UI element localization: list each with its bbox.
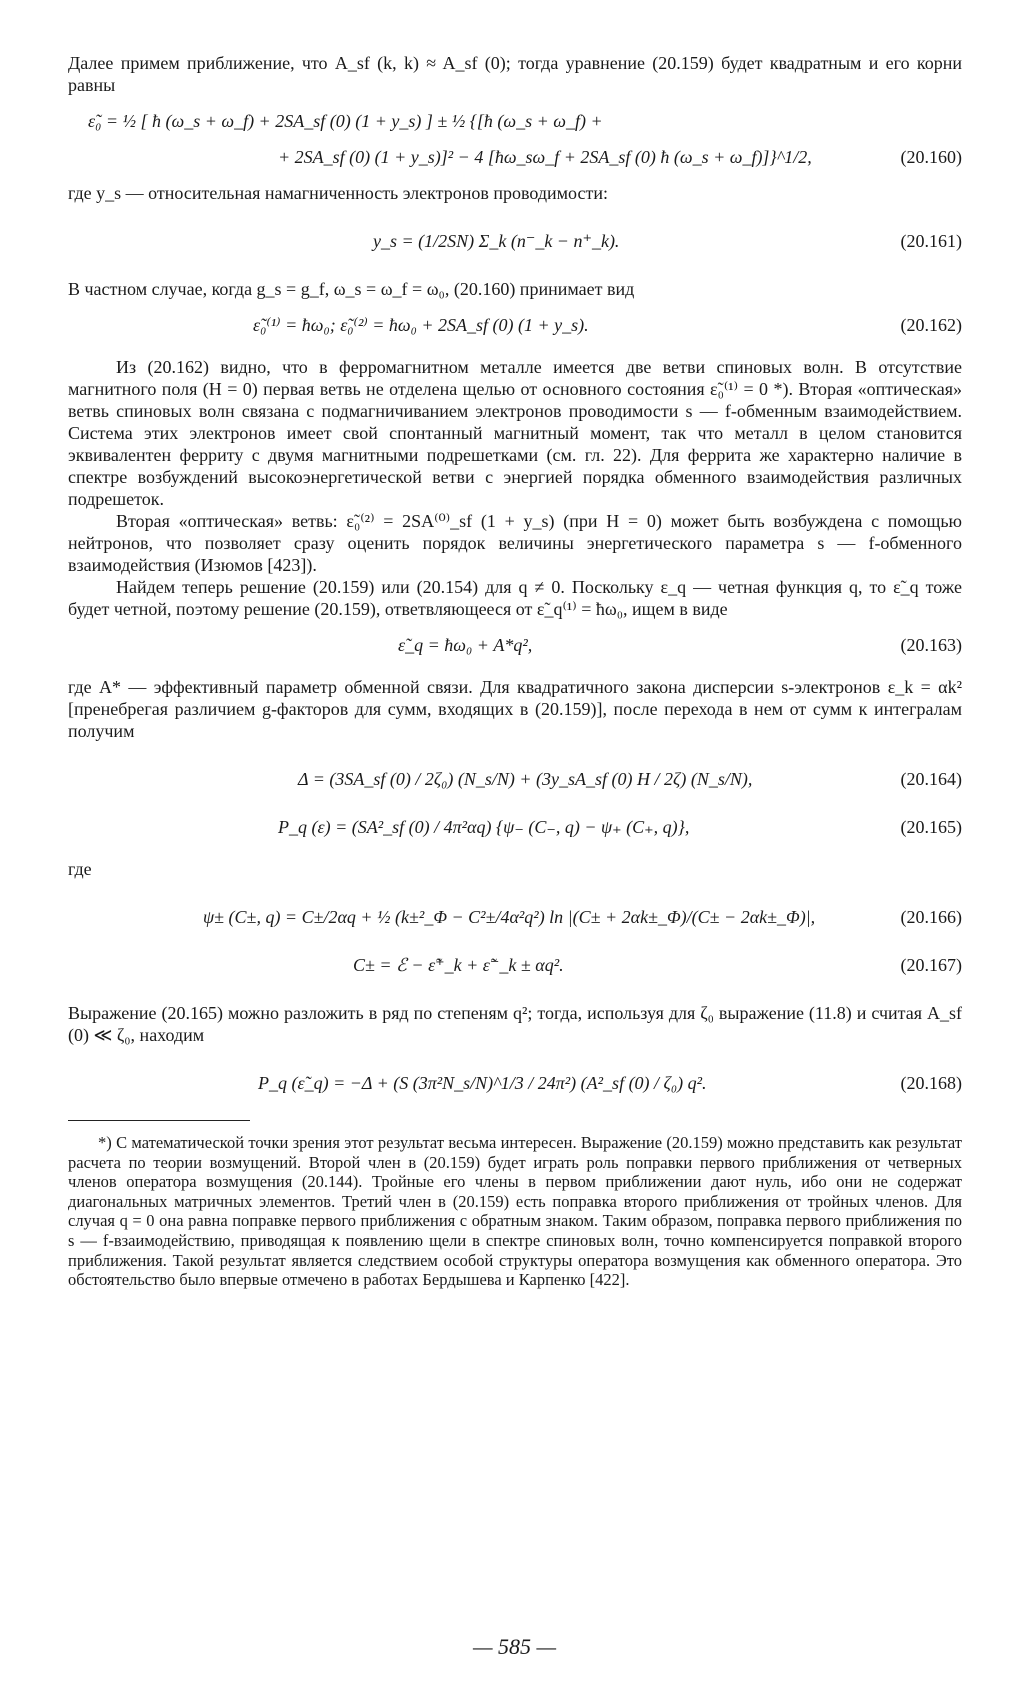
equation-number: (20.166) xyxy=(900,907,962,927)
equation-number: (20.160) xyxy=(900,147,962,167)
equation-20-168: P_q (ε̃_q) = −Δ + (S (3π²N_s/N)^1/3 / 24π²) (A²_sf (0) / ζ₀) q². (20.168) xyxy=(258,1073,962,1093)
equation-20-166: ψ± (C±, q) = C±/2αq + ½ (k±²_Φ − C²±/4α²q²) ln |(C± + 2αk±_Φ)/(C± − 2αk±_Φ)|, (20.166) xyxy=(203,907,962,927)
equation-number: (20.165) xyxy=(900,817,962,837)
equation-20-164: Δ = (3SA_sf (0) / 2ζ₀) (N_s/N) + (3y_sA_sf (0) H / 2ζ) (N_s/N), (20.164) xyxy=(298,769,962,789)
page-body xyxy=(68,52,962,1290)
equation-number: (20.161) xyxy=(900,231,962,251)
equation-20-163: ε̃_q = ħω₀ + A*q², (20.163) xyxy=(398,635,962,655)
paragraph-effective-parameter: где A* — эффективный параметр обменной связи. Для квадратичного закона дисперсии s-электронов ε_k = αk² [пренебрегая различием g-факторов для сумм, входящих в (20.159)], после перехода в нем от сумм к интегралам получим xyxy=(68,677,962,741)
paragraph-ys-definition: где y_s — относительная намагниченность электронов проводимости: xyxy=(68,183,608,203)
equation-20-160-line2: + 2SA_sf (0) (1 + y_s)]² − 4 [ħω_sω_f + 2SA_sf (0) ħ (ω_s + ω_f)]}^1/2, (20.160) xyxy=(278,147,962,167)
word-where: где xyxy=(68,859,92,879)
paragraph-special-case: В частном случае, когда g_s = g_f, ω_s = ω_f = ω₀, (20.160) принимает вид xyxy=(68,279,635,299)
page-number: — 585 — xyxy=(472,1634,557,1659)
paragraph-series-expansion: Выражение (20.165) можно разложить в ряд по степеням q²; тогда, используя для ζ₀ выражение (11.8) и считая A_sf (0) ≪ ζ₀, находим xyxy=(68,1003,962,1045)
equation-number: (20.164) xyxy=(900,769,962,789)
equation-20-165: P_q (ε) = (SA²_sf (0) / 4π²αq) {ψ₋ (C₋, q) − ψ₊ (C₊, q)}, (20.165) xyxy=(278,817,962,837)
footnote-divider xyxy=(68,1120,250,1121)
paragraph-two-branches: Из (20.162) видно, что в ферромагнитном металле имеется две ветви спиновых волн. В отсутствие магнитного поля (H = 0) первая ветвь не отделена щелью от основного состояния ε̃₀⁽¹⁾ = 0 *). Вторая «оптическая» ветвь спиновых волн связана с подмагничиванием электронов проводимости s — f-обменным взаимодействием. Система этих электронов имеет свой спонтанный магнитный момент, так что металл в целом становится эквивалентен ферриту с двумя магнитными подрешетками (см. гл. 22). Для феррита же характерно наличие в спектре возбуждений высокоэнергетической ветви с энергией порядка обменного взаимодействия различных подрешеток. xyxy=(68,357,962,509)
equation-number: (20.167) xyxy=(900,955,962,975)
equation-number: (20.168) xyxy=(900,1073,962,1093)
equation-20-162: ε̃₀⁽¹⁾ = ħω₀; ε̃₀⁽²⁾ = ħω₀ + 2SA_sf (0) (1 + y_s). (20.162) xyxy=(253,315,962,335)
equation-20-161: y_s = (1/2SN) Σ_k (n⁻_k − n⁺_k). (20.161) xyxy=(373,231,962,251)
equation-number: (20.163) xyxy=(900,635,962,655)
equation-20-167: C± = ℰ − ε̃⁺_k + ε̃⁻_k ± αq². (20.167) xyxy=(353,955,962,975)
paragraph-intro: Далее примем приближение, что A_sf (k, k) ≈ A_sf (0); тогда уравнение (20.159) будет квадратным и его корни равны xyxy=(68,53,962,95)
paragraph-optical-branch: Вторая «оптическая» ветвь: ε̃₀⁽²⁾ = 2SA⁽⁰⁾_sf (1 + y_s) (при H = 0) может быть возбуждена с помощью нейтронов, что позволяет сразу оценить порядок величины энергетического параметра s — f-обменного взаимодействия (Изюмов [423]). xyxy=(68,511,962,575)
equation-20-160-line1: ε̃₀ = ½ [ ħ (ω_s + ω_f) + 2SA_sf (0) (1 + y_s) ] ± ½ {[ħ (ω_s + ω_f) + xyxy=(88,111,603,131)
equation-number: (20.162) xyxy=(900,315,962,335)
paragraph-solution-q: Найдем теперь решение (20.159) или (20.154) для q ≠ 0. Поскольку ε_q — четная функция q, то ε̃_q тоже будет четной, поэтому решение (20.159), ответвляющееся от ε̃_q⁽¹⁾ = ħω₀, ищем в виде xyxy=(68,577,962,619)
footnote: *) С математической точки зрения этот результат весьма интересен. Выражение (20.159) можно представить как результат расчета по теории возмущений. Второй член в (20.159) будет играть роль поправки первого приближения от четверных членов оператора возмущения (20.144). Тройные его члены в первом приближении дают нуль, ибо они не содержат диагональных матричных элементов. Третий член в (20.159) есть поправка второго приближения от тройных членов. Для случая q = 0 она равна поправке первого приближения с обратным знаком. Таким образом, поправка первого приближения по s — f-взаимодействию, приводящая к появлению щели в спектре спиновых волн, точно компенсируется поправкой второго приближения. Такой результат является следствием особой структуры оператора возмущения как обменного оператора. Это обстоятельство было впервые отмечено в работах Бердышева и Карпенко [422]. xyxy=(68,1133,962,1290)
